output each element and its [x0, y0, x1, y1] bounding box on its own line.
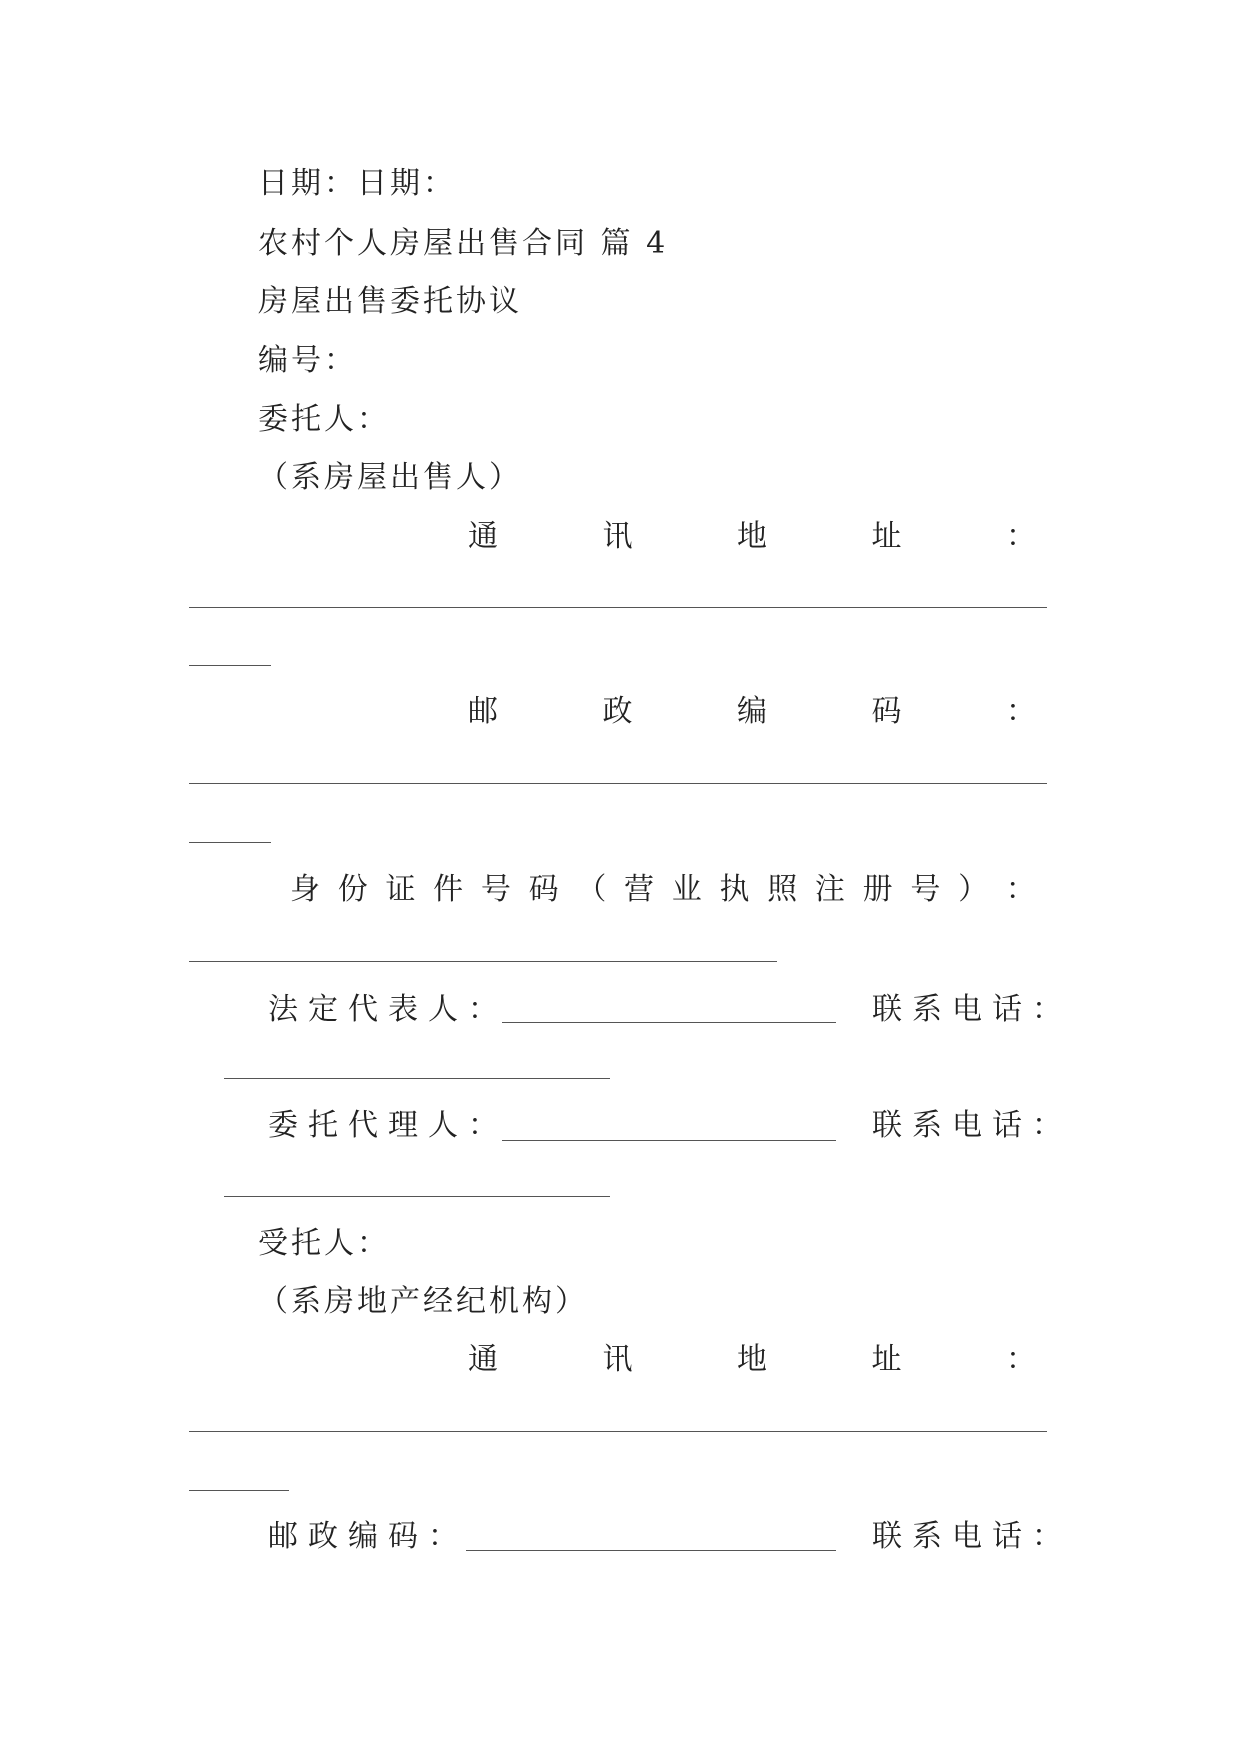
char: 册: [862, 872, 893, 907]
trustee-phone-label: 联系电话：: [872, 1519, 1072, 1554]
contract-title: 农村个人房屋出售合同 篇 4: [258, 226, 669, 261]
char: 政: [602, 694, 633, 729]
char: 通: [468, 519, 498, 554]
char: 地: [737, 1342, 767, 1377]
agent-phone-label: 联系电话：: [872, 1108, 1072, 1143]
agent-phone-fill-line[interactable]: [224, 1196, 610, 1197]
char: 份: [337, 872, 368, 907]
char: ：: [1006, 694, 1036, 729]
char: 业: [671, 872, 702, 907]
trustee-label: 受托人：: [258, 1226, 390, 1261]
char: 地: [737, 519, 767, 554]
agent-fill-line[interactable]: [502, 1140, 836, 1141]
number-label: 编号：: [258, 343, 357, 378]
char: （: [576, 872, 607, 907]
char: 证: [385, 872, 416, 907]
char: 址: [871, 1342, 902, 1377]
legal-rep-phone-label: 联系电话：: [872, 992, 1072, 1027]
trustee-address-fill-line[interactable]: [189, 1431, 1047, 1432]
char: 注: [814, 872, 845, 907]
char: 号: [480, 872, 511, 907]
char: 营: [624, 872, 655, 907]
date-line: 日期：日期：: [258, 166, 456, 201]
trustee-postcode-fill-line[interactable]: [466, 1550, 836, 1551]
char: 号: [910, 872, 941, 907]
char: ）: [958, 872, 989, 907]
char: 码: [528, 872, 559, 907]
char: 讯: [602, 519, 633, 554]
entruster-postcode-fill-line-cont[interactable]: [189, 842, 271, 843]
agreement-title: 房屋出售委托协议: [258, 284, 522, 319]
entruster-postcode-label: [468, 692, 1036, 732]
legal-rep-label: 法定代表人：: [268, 992, 508, 1027]
entruster-postcode-fill-line[interactable]: [189, 783, 1047, 784]
char: 讯: [602, 1342, 633, 1377]
legal-rep-fill-line[interactable]: [502, 1022, 836, 1023]
entruster-label: 委托人：: [258, 402, 390, 437]
entruster-address-fill-line[interactable]: [189, 607, 1047, 608]
legal-rep-phone-fill-line[interactable]: [224, 1078, 610, 1079]
char: ：: [1006, 519, 1036, 554]
char: 址: [871, 519, 902, 554]
entruster-address-fill-line-cont[interactable]: [189, 665, 271, 666]
agent-label: 委托代理人：: [268, 1108, 508, 1143]
entruster-note: （系房屋出售人）: [258, 460, 522, 495]
char: 编: [737, 694, 767, 729]
char: 照: [767, 872, 798, 907]
entruster-address-label: [468, 517, 1036, 557]
trustee-address-label: [468, 1340, 1036, 1380]
char: 执: [719, 872, 750, 907]
trustee-postcode-label: 邮政编码：: [268, 1519, 468, 1554]
id-number-fill-line[interactable]: [189, 961, 777, 962]
char: ：: [1006, 1342, 1036, 1377]
char: 通: [468, 1342, 498, 1377]
char: 码: [871, 694, 902, 729]
id-number-label: [290, 870, 1036, 910]
char: 件: [433, 872, 464, 907]
char: 邮: [468, 694, 498, 729]
char: ：: [1005, 872, 1036, 907]
trustee-note: （系房地产经纪机构）: [258, 1284, 588, 1319]
char: 身: [290, 872, 320, 907]
trustee-address-fill-line-cont[interactable]: [189, 1490, 289, 1491]
